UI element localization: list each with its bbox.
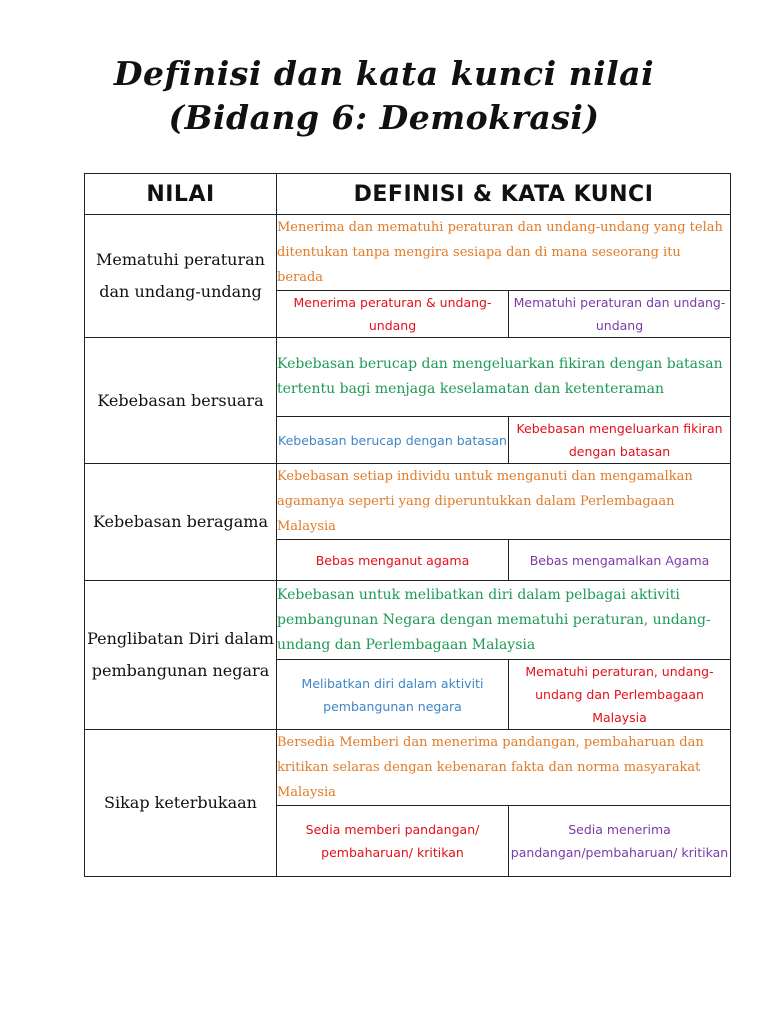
table-row — [85, 464, 731, 540]
nilai-cell: Kebebasan beragama — [85, 464, 277, 581]
definition-cell: Menerima dan mematuhi peraturan dan undang-undang yang telah ditentukan tanpa mengira sesiapa dan di mana seseorang itu berada — [277, 215, 731, 291]
keyword-cell: Mematuhi peraturan, undang-undang dan Perlembagaan Malaysia — [509, 660, 731, 730]
header-nilai: NILAI — [85, 174, 277, 215]
table-row — [85, 581, 731, 660]
keyword-cell: Bebas mengamalkan Agama — [509, 540, 731, 581]
keyword-cell: Kebebasan berucap dengan batasan — [277, 417, 509, 464]
keyword-cell: Bebas menganut agama — [277, 540, 509, 581]
header-definisi: DEFINISI & KATA KUNCI — [277, 174, 731, 215]
nilai-cell: Kebebasan bersuara — [85, 338, 277, 464]
page-title — [0, 52, 768, 140]
definition-cell: Bersedia Memberi dan menerima pandangan, pembaharuan dan kritikan selaras dengan kebenaran fakta dan norma masyarakat Malaysia — [277, 730, 731, 806]
title-line-2: (Bidang 6: Demokrasi) — [168, 98, 600, 137]
definition-cell: Kebebasan setiap individu untuk menganuti dan mengamalkan agamanya seperti yang diperuntukkan dalam Perlembagaan Malaysia — [277, 464, 731, 540]
keyword-cell: Sedia memberi pandangan/ pembaharuan/ kritikan — [277, 806, 509, 877]
definition-cell: Kebebasan berucap dan mengeluarkan fikiran dengan batasan tertentu bagi menjaga keselamatan dan ketenteraman — [277, 338, 731, 417]
keyword-cell: Melibatkan diri dalam aktiviti pembangunan negara — [277, 660, 509, 730]
table-header-row — [85, 174, 731, 215]
table-row — [85, 338, 731, 417]
title-line-1: Definisi dan kata kunci nilai — [113, 54, 655, 93]
keyword-cell: Menerima peraturan & undang-undang — [277, 291, 509, 338]
keyword-cell: Sedia menerima pandangan/pembaharuan/ kritikan — [509, 806, 731, 877]
table-row — [85, 730, 731, 806]
nilai-cell: Mematuhi peraturan dan undang-undang — [85, 215, 277, 338]
nilai-cell: Penglibatan Diri dalam pembangunan negara — [85, 581, 277, 730]
table-row — [85, 215, 731, 291]
values-table — [84, 173, 731, 877]
nilai-cell: Sikap keterbukaan — [85, 730, 277, 877]
keyword-cell: Kebebasan mengeluarkan fikiran dengan batasan — [509, 417, 731, 464]
keyword-cell: Mematuhi peraturan dan undang-undang — [509, 291, 731, 338]
definition-cell: Kebebasan untuk melibatkan diri dalam pelbagai aktiviti pembangunan Negara dengan mematuhi peraturan, undang-undang dan Perlembagaan Malaysia — [277, 581, 731, 660]
